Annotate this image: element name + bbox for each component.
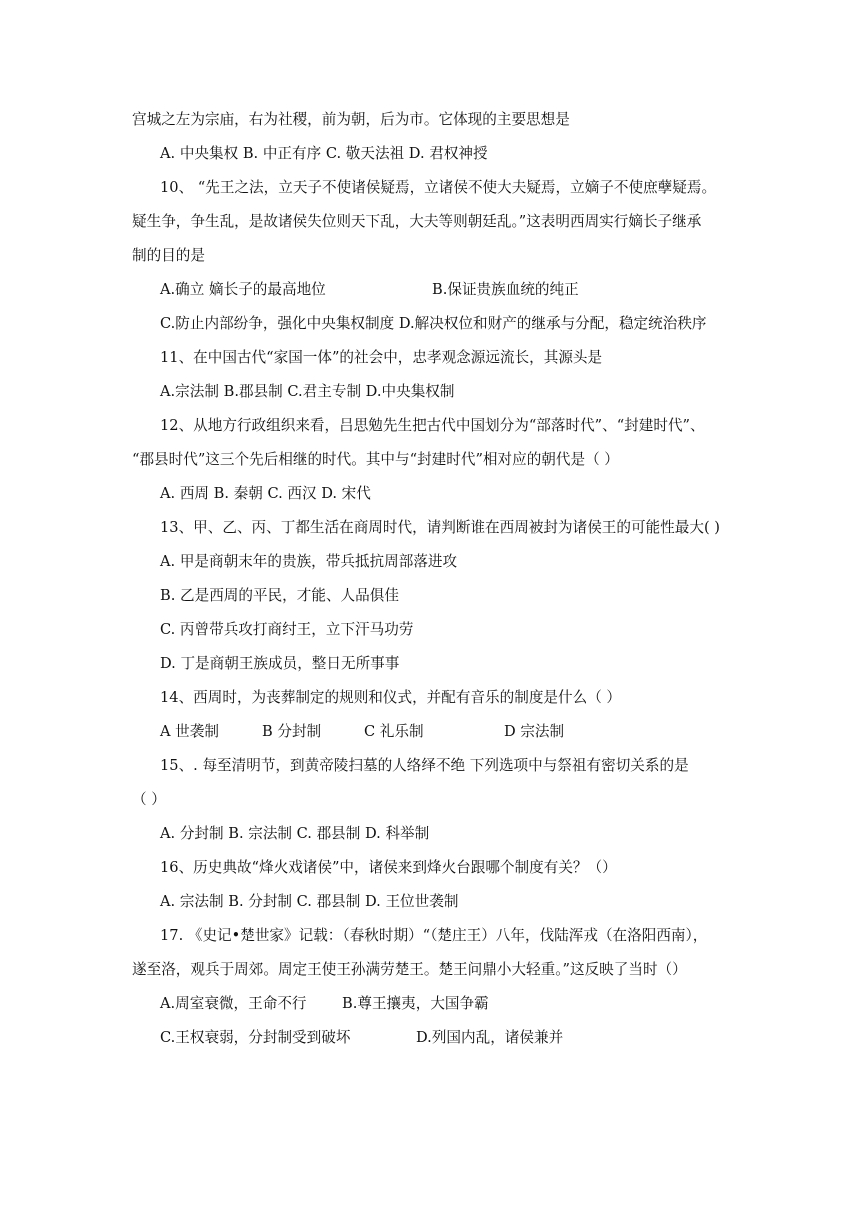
q13-stem: 13、甲、乙、丙、丁都生活在商周时代，请判断谁在西周被封为诸侯王的可能性最大( ) <box>160 519 720 536</box>
q16-options: A. 宗法制 B. 分封制 C. 郡县制 D. 王位世袭制 <box>160 893 459 910</box>
q11-stem: 11、在中国古代“家国一体”的社会中，忠孝观念源远流长，其源头是 <box>160 349 603 366</box>
q15-options: A. 分封制 B. 宗法制 C. 郡县制 D. 科举制 <box>160 825 430 842</box>
q14-option-c: C 礼乐制 <box>364 723 424 740</box>
q10-option-b: B.保证贵族血统的纯正 <box>432 281 579 298</box>
q17-option-a: A.周室衰微，王命不行 <box>160 995 307 1012</box>
q12-stem-line-2: “郡县时代”这三个先后相继的时代。其中与“封建时代”相对应的朝代是（ ） <box>132 451 619 468</box>
q15-stem-line-1: 15、. 每至清明节，到黄帝陵扫墓的人络绎不绝 下列选项中与祭祖有密切关系的是 <box>160 757 689 774</box>
q11-options: A.宗法制 B.郡县制 C.君主专制 D.中央集权制 <box>160 383 455 400</box>
intro-line: 宫城之左为宗庙，右为社稷，前为朝，后为市。它体现的主要思想是 <box>132 111 570 128</box>
q14-stem: 14、西周时，为丧葬制定的规则和仪式，并配有音乐的制度是什么（ ） <box>160 689 622 706</box>
q13-option-a: A. 甲是商朝末年的贵族，带兵抵抗周部落进攻 <box>160 553 458 570</box>
q13-option-b: B. 乙是西周的平民，才能、人品俱佳 <box>160 587 399 604</box>
q17-stem-line-1: 17. 《史记•楚世家》记载：（春秋时期）“（楚庄王）八年，伐陆浑戎（在洛阳西南）， <box>160 927 708 944</box>
q10-options-cd: C.防止内部纷争，强化中央集权制度 D.解决权位和财产的继承与分配，稳定统治秩序 <box>160 315 707 332</box>
q12-options: A. 西周 B. 秦朝 C. 西汉 D. 宋代 <box>160 485 371 502</box>
q17-stem-line-2: 遂至洛，观兵于周郊。周定王使王孙满劳楚王。楚王问鼎小大轻重。”这反映了当时（） <box>132 961 687 978</box>
q17-option-c: C.王权衰弱，分封制受到破坏 <box>160 1029 351 1046</box>
q15-stem-line-2: （ ） <box>132 791 166 808</box>
q14-option-a: A 世袭制 <box>160 723 219 740</box>
q13-option-d: D. 丁是商朝王族成员，整日无所事事 <box>160 655 400 672</box>
q13-option-c: C. 丙曾带兵攻打商纣王，立下汗马功劳 <box>160 621 414 638</box>
q10-stem-line-3: 制的目的是 <box>132 247 205 264</box>
q10-stem-line-2: 疑生争，争生乱，是故诸侯失位则天下乱，大夫等则朝廷乱。”这表明西周实行嫡长子继承 <box>132 213 702 230</box>
q14-option-b: B 分封制 <box>262 723 322 740</box>
q10-option-a: A.确立 嫡长子的最高地位 <box>160 281 326 298</box>
q14-option-d: D 宗法制 <box>504 723 565 740</box>
q10-stem-line-1: 10、 “先王之法，立天子不使诸侯疑焉，立诸侯不使大夫疑焉，立嫡子不使庶孽疑焉。 <box>160 179 717 196</box>
q17-option-b: B.尊王攘夷，大国争霸 <box>342 995 489 1012</box>
q9-options: A. 中央集权 B. 中正有序 C. 敬天法祖 D. 君权神授 <box>160 145 488 162</box>
q16-stem: 16、历史典故“烽火戏诸侯”中，诸侯来到烽火台跟哪个制度有关？（） <box>160 859 617 876</box>
q12-stem-line-1: 12、从地方行政组织来看，吕思勉先生把古代中国划分为“部落时代”、“封建时代”、 <box>160 417 705 434</box>
q17-option-d: D.列国内乱，诸侯兼并 <box>416 1029 564 1046</box>
